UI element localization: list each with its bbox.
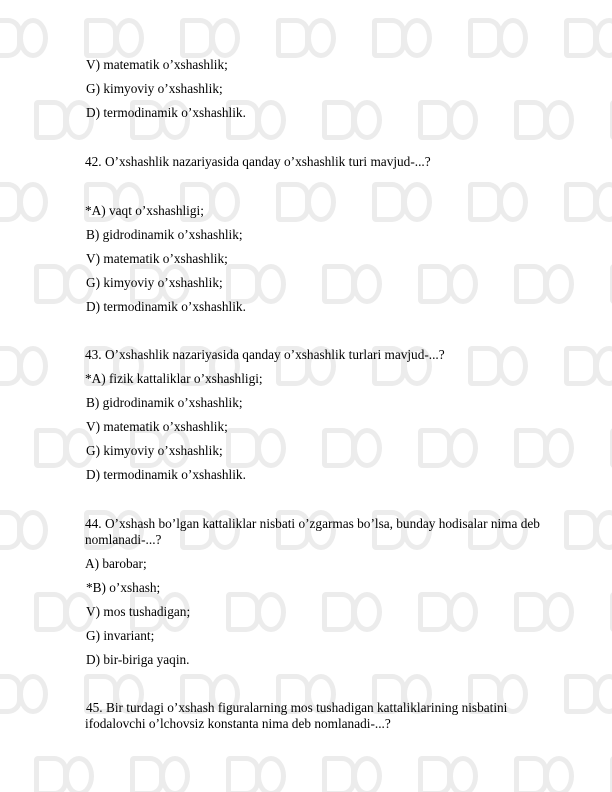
watermark-logo [510, 422, 568, 466]
watermark-logo [606, 94, 612, 138]
option-b-correct: *B) o’xshash; [86, 580, 161, 595]
watermark-logo [318, 94, 376, 138]
watermark-logo [606, 422, 612, 466]
watermark-logo [414, 422, 472, 466]
watermark-logo [606, 750, 612, 792]
watermark-logo [222, 258, 280, 302]
watermark-logo [0, 12, 42, 56]
question-44: 44. O’xshash bo’lgan kattaliklar nisbati o’zgarmas bo’lsa, bunday hodisalar nima deb [85, 516, 540, 531]
watermark-logo [318, 586, 376, 630]
option-v: V) matematik o’xshashlik; [86, 419, 228, 434]
watermark-logo [318, 422, 376, 466]
watermark-logo [464, 176, 522, 220]
watermark-logo [272, 12, 330, 56]
question-44-continued: nomlanadi-...? [85, 532, 162, 547]
watermark-logo [80, 12, 138, 56]
option-a-correct: *A) vaqt o’xshashligi; [85, 203, 204, 218]
option-a: A) barobar; [85, 556, 147, 571]
watermark-logo [30, 750, 88, 792]
watermark-logo [606, 258, 612, 302]
option-d: D) termodinamik o’xshashlik. [86, 105, 246, 120]
watermark-logo [0, 504, 42, 548]
watermark-logo [0, 176, 42, 220]
watermark-row [30, 750, 612, 792]
watermark-logo [560, 12, 612, 56]
watermark-logo [272, 176, 330, 220]
option-v: V) mos tushadigan; [86, 604, 191, 619]
watermark-logo [560, 176, 612, 220]
watermark-logo [414, 586, 472, 630]
watermark-logo [464, 12, 522, 56]
option-d: D) bir-biriga yaqin. [86, 652, 190, 667]
option-d: D) termodinamik o’xshashlik. [86, 299, 246, 314]
watermark-logo [606, 586, 612, 630]
option-g: G) kimyoviy o’xshashlik; [86, 275, 223, 290]
watermark-logo [510, 94, 568, 138]
watermark-logo [0, 340, 42, 384]
watermark-logo [560, 340, 612, 384]
watermark-logo [414, 750, 472, 792]
question-45: 45. Bir turdagi o’xshash figuralarning mos tushadigan kattaliklarining nisbatini [86, 700, 508, 715]
watermark-logo [368, 12, 426, 56]
watermark-logo [30, 94, 88, 138]
option-b: B) gidrodinamik o’xshashlik; [86, 227, 243, 242]
option-v: V) matematik o’xshashlik; [86, 57, 228, 72]
watermark-logo [222, 586, 280, 630]
watermark-logo [318, 258, 376, 302]
watermark-logo [30, 586, 88, 630]
option-b: B) gidrodinamik o’xshashlik; [86, 395, 243, 410]
option-d: D) termodinamik o’xshashlik. [86, 467, 246, 482]
option-g: G) kimyoviy o’xshashlik; [86, 81, 223, 96]
watermark-logo [464, 340, 522, 384]
option-v: V) matematik o’xshashlik; [86, 251, 228, 266]
watermark-logo [510, 586, 568, 630]
watermark-logo [126, 750, 184, 792]
watermark-row [0, 12, 612, 60]
watermark-logo [30, 258, 88, 302]
option-a-correct: *A) fizik kattaliklar o’xshashligi; [85, 371, 263, 386]
watermark-logo [30, 422, 88, 466]
watermark-logo [176, 12, 234, 56]
watermark-logo [222, 422, 280, 466]
watermark-logo [0, 668, 42, 712]
question-45-continued: ifodalovchi o’lchovsiz konstanta nima deb nomlanadi-...? [85, 716, 391, 731]
question-43: 43. O’xshashlik nazariyasida qanday o’xshashlik turlari mavjud-...? [85, 347, 445, 362]
watermark-logo [414, 258, 472, 302]
watermark-logo [414, 94, 472, 138]
watermark-logo [560, 504, 612, 548]
watermark-logo [222, 750, 280, 792]
option-g: G) kimyoviy o’xshashlik; [86, 443, 223, 458]
option-g: G) invariant; [86, 628, 155, 643]
question-42: 42. O’xshashlik nazariyasida qanday o’xshashlik turi mavjud-...? [85, 154, 431, 169]
watermark-logo [510, 750, 568, 792]
watermark-logo [560, 668, 612, 712]
watermark-logo [368, 176, 426, 220]
watermark-logo [318, 750, 376, 792]
watermark-logo [510, 258, 568, 302]
